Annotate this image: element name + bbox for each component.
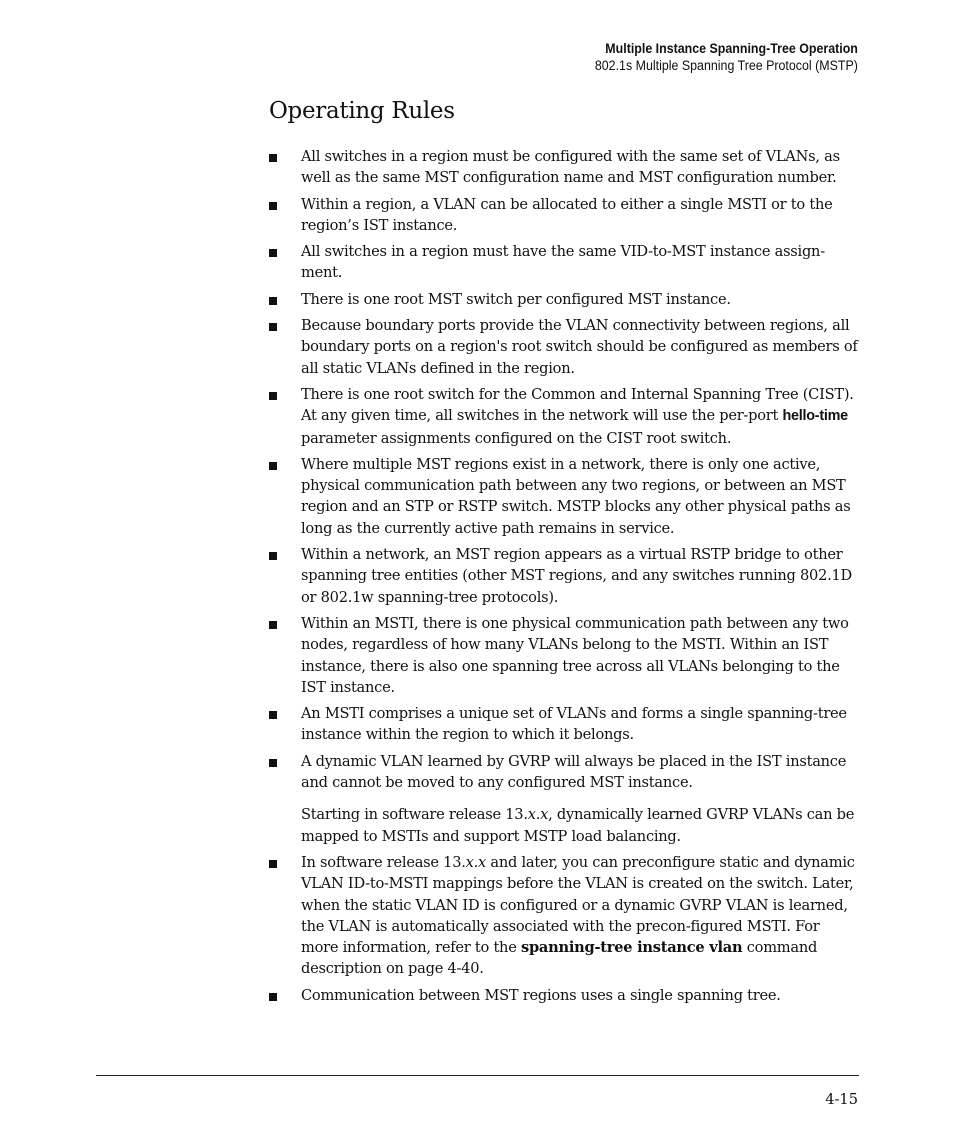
header-title: Multiple Instance Spanning-Tree Operation	[605, 41, 858, 56]
list-item-text: All switches in a region must be configured with the same set of VLANs, as well as the same MST configuration name and MST configuration number.	[301, 148, 840, 187]
header-subtitle: 802.1s Multiple Spanning Tree Protocol (MSTP)	[594, 58, 858, 73]
list-item-text: Communication between MST regions uses a single spanning tree.	[301, 986, 781, 1004]
text-run: Starting in software release 13	[301, 806, 524, 824]
text-run: , dynamically learned GVRP VLANs can be mapped to MSTIs and support MSTP load balancing.	[301, 806, 855, 845]
version-wildcard: .x.x	[523, 806, 549, 824]
bullet-icon	[269, 392, 277, 400]
list-item	[269, 241, 859, 284]
text-run: parameter assignments configured on the CIST root switch.	[301, 429, 732, 447]
section-title: Operating Rules	[269, 98, 455, 124]
footer-divider	[96, 1075, 859, 1076]
list-item	[269, 703, 859, 746]
command-keyword: hello-time	[782, 408, 848, 425]
list-item	[269, 852, 859, 980]
text-run: There is one root switch for the Common and Internal Spanning Tree (CIST). At any given time, all switches in the network will use the per-port	[301, 385, 854, 425]
list-item	[269, 454, 859, 539]
bullet-icon	[269, 202, 277, 210]
list-item-text: Within a region, a VLAN can be allocated to either a single MSTI or to the region’s IST instance.	[301, 195, 833, 234]
bullet-icon	[269, 759, 277, 767]
list-item-text: Where multiple MST regions exist in a network, there is only one active, physical communication path between any two regions, or between an MST region and an STP or RSTP switch. MSTP blocks any other physical paths as long as the currently active path remains in service.	[301, 455, 851, 537]
rules-list	[269, 146, 859, 1011]
bullet-icon	[269, 993, 277, 1001]
list-item-text: A dynamic VLAN learned by GVRP will always be placed in the IST instance and cannot be moved to any configured MST instance.	[301, 752, 847, 792]
page-number: 4-15	[825, 1091, 858, 1108]
list-item-text: All switches in a region must have the same VID-to-MST instance assign-ment.	[301, 243, 825, 282]
bullet-icon	[269, 323, 277, 331]
list-item	[269, 384, 859, 449]
list-item	[269, 315, 859, 379]
bullet-icon	[269, 711, 277, 719]
list-item	[269, 289, 859, 310]
list-item-text	[301, 386, 854, 447]
list-item-text: Because boundary ports provide the VLAN connectivity between regions, all boundary ports on a region's root switch should be configured as members of all static VLANs defined in the region.	[301, 317, 858, 377]
note-paragraph	[269, 804, 859, 847]
bullet-icon	[269, 297, 277, 305]
list-item-text: There is one root MST switch per configured MST instance.	[301, 290, 731, 308]
list-item	[269, 985, 859, 1006]
bullet-icon	[269, 552, 277, 560]
bullet-icon	[269, 860, 277, 868]
list-item-text: Within an MSTI, there is one physical communication path between any two nodes, regardless of how many VLANs belong to the MSTI. Within an IST instance, there is also one spanning tree across all VLANs belonging to the IST instance.	[301, 614, 849, 696]
text-run: and later, you can preconfigure static and dynamic VLAN ID-to-MSTI mappings before the VLAN is created on the switch. Later, when the static VLAN ID is configured or a dynamic GVRP VLAN is learned, the VLAN is automatically associated with the precon-figured MSTI. For more information, refer to the	[301, 853, 855, 957]
bullet-icon	[269, 462, 277, 470]
version-wildcard: .x.x	[461, 853, 486, 871]
text-run: command description on page 4-40.	[301, 939, 818, 978]
bullet-icon	[269, 154, 277, 162]
list-item	[269, 751, 859, 794]
list-item-text	[301, 854, 855, 977]
list-item-text: Within a network, an MST region appears as a virtual RSTP bridge to other spanning tree entities (other MST regions, and any switches running 802.1D or 802.1w spanning-tree protocols).	[301, 546, 852, 606]
list-item	[269, 146, 859, 189]
list-item	[269, 544, 859, 608]
list-item-text: An MSTI comprises a unique set of VLANs and forms a single spanning-tree instance within the region to which it belongs.	[301, 705, 847, 744]
running-header	[572, 40, 858, 74]
list-item	[269, 613, 859, 698]
bullet-icon	[269, 249, 277, 257]
list-item	[269, 194, 859, 237]
command-reference: spanning-tree instance vlan	[521, 939, 743, 957]
bullet-icon	[269, 621, 277, 629]
text-run: In software release 13	[301, 853, 462, 871]
